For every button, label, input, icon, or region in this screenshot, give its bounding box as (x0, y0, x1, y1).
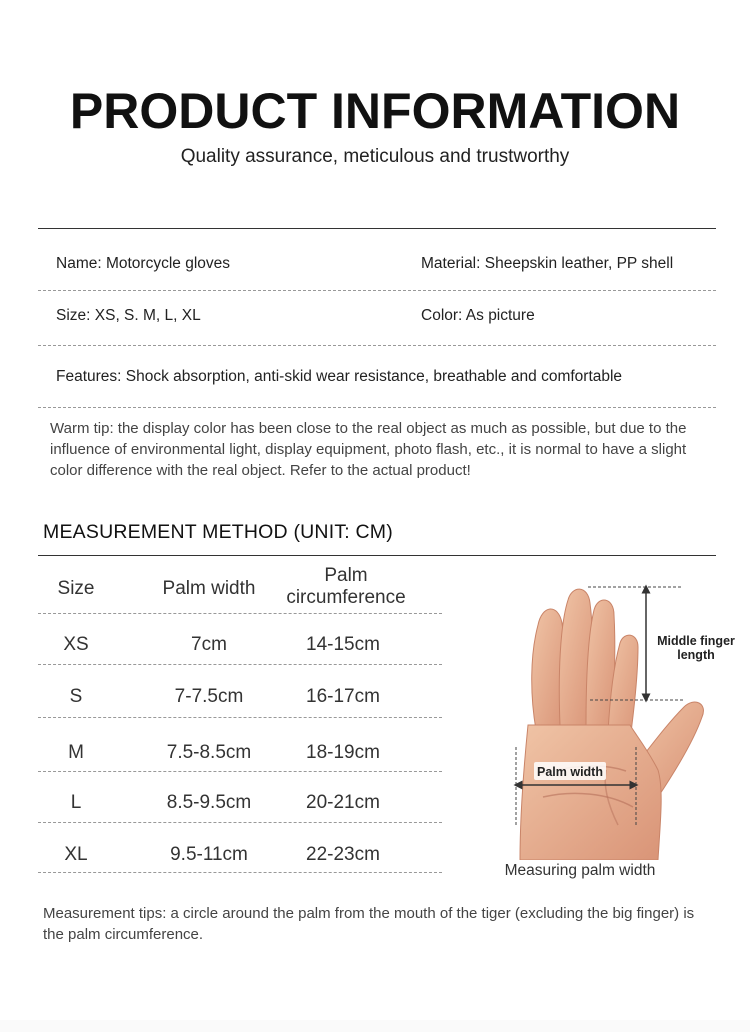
hand-diagram (508, 575, 744, 860)
table-cell-size: L (70, 792, 82, 813)
table-cell-size: XS (63, 634, 89, 655)
middle-finger-label-line2: length (677, 648, 715, 662)
table-cell-size: XL (64, 844, 88, 865)
warm-tip: Warm tip: the display color has been close to the real object as much as possible, but due to the influence of environmental light, display equipment, photo flash, etc., it is normal to have a slight color difference with the real object. Refer to the actual product! (50, 420, 687, 479)
section-title: MEASUREMENT METHOD (UNIT: CM) (43, 521, 393, 543)
table-divider (38, 872, 442, 873)
middle-finger-label-line1: Middle finger (657, 634, 735, 648)
header-palm-circumference (276, 565, 416, 609)
info-size: Size: XS, S. M, L, XL (56, 307, 201, 324)
hand-icon (520, 589, 703, 860)
table-divider (38, 822, 442, 823)
table-cell-palm-width: 7cm (191, 634, 227, 655)
info-name: Name: Motorcycle gloves (56, 255, 231, 272)
header-palm-width: Palm width (162, 578, 256, 599)
table-cell-palm-width: 7-7.5cm (174, 686, 244, 707)
info-features: Features: Shock absorption, anti-skid wear resistance, breathable and comfortable (56, 368, 623, 385)
page-subtitle: Quality assurance, meticulous and trustworthy (180, 146, 570, 167)
diagram-caption: Measuring palm width (504, 862, 656, 879)
header-size: Size (57, 578, 95, 599)
divider (38, 345, 716, 346)
table-divider (38, 613, 442, 614)
table-cell-palm-circ: 22-23cm (306, 844, 380, 865)
palm-width-label: Palm width (537, 765, 603, 779)
table-cell-palm-circ: 20-21cm (306, 792, 380, 813)
table-divider (38, 717, 442, 718)
table-cell-palm-width: 8.5-9.5cm (166, 792, 252, 813)
divider (38, 407, 716, 408)
measurement-tips: Measurement tips: a circle around the palm from the mouth of the tiger (excluding the big finger) is the palm circumference. (43, 905, 695, 943)
table-cell-size: M (68, 742, 84, 763)
table-cell-palm-circ: 16-17cm (306, 686, 380, 707)
table-cell-palm-circ: 18-19cm (306, 742, 380, 763)
table-divider (38, 664, 442, 665)
header-palm-circumference-line2: circumference (286, 587, 406, 608)
table-cell-palm-width: 9.5-11cm (170, 844, 248, 865)
footer-strip (0, 1020, 750, 1032)
divider (38, 555, 716, 556)
table-cell-size: S (69, 686, 83, 707)
info-material: Material: Sheepskin leather, PP shell (421, 255, 674, 272)
table-cell-palm-width: 7.5-8.5cm (166, 742, 252, 763)
table-divider (38, 771, 442, 772)
header-palm-circumference-line1: Palm (324, 565, 368, 586)
info-color: Color: As picture (421, 307, 535, 324)
page-title: PRODUCT INFORMATION (69, 83, 681, 139)
table-cell-palm-circ: 14-15cm (306, 634, 380, 655)
divider (38, 228, 716, 229)
divider (38, 290, 716, 291)
